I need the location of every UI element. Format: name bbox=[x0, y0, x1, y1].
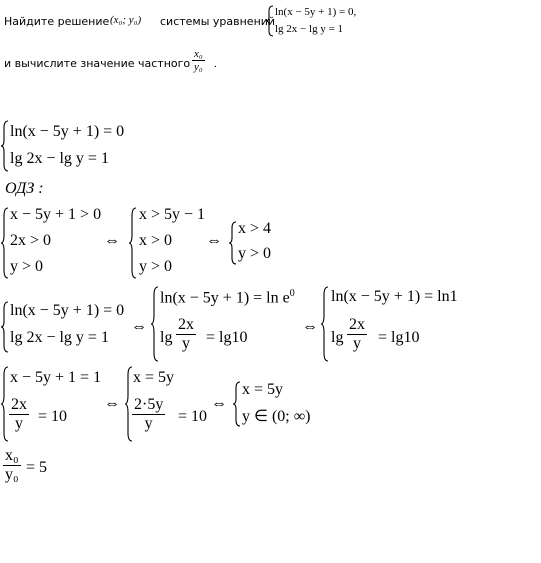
step2-b-line1: x = 5y bbox=[133, 369, 175, 386]
step2-c-line2: y ∈ (0; ∞) bbox=[242, 408, 311, 425]
step1-b-num: 2x bbox=[178, 316, 194, 333]
step2-a-fraction bbox=[9, 396, 29, 433]
step1-a-brace bbox=[0, 301, 10, 353]
step1-b-lg: lg bbox=[160, 329, 173, 346]
step2-c-line1: x = 5y bbox=[242, 381, 284, 398]
step1-a-line1: ln(x − 5y + 1) = 0 bbox=[10, 302, 125, 319]
odz-b-line3: y > 0 bbox=[139, 258, 173, 275]
step1-b-line1 bbox=[160, 288, 295, 307]
task-system-brace bbox=[265, 5, 275, 37]
step1-c-line2-suffix: = lg10 bbox=[378, 329, 420, 346]
task-pair: (x₀; y₀) bbox=[110, 14, 142, 26]
step1-equiv-arrow-2: ⇔ bbox=[302, 318, 318, 335]
odz-c-brace bbox=[228, 221, 238, 265]
result-den: y₀ bbox=[5, 466, 19, 483]
step1-a-line2: lg 2x − lg y = 1 bbox=[10, 329, 109, 346]
step2-b-fraction bbox=[132, 396, 165, 433]
step1-b-brace bbox=[150, 286, 160, 362]
odz-equiv-arrow-1: ⇔ bbox=[104, 232, 120, 249]
result-value: = 5 bbox=[26, 459, 48, 476]
step1-c-den: y bbox=[353, 335, 361, 352]
step2-equiv-arrow-1: ⇔ bbox=[104, 395, 120, 412]
step1-c-brace bbox=[320, 286, 330, 362]
task-quotient-dot: . bbox=[214, 58, 217, 70]
odz-c-line2: y > 0 bbox=[238, 245, 272, 262]
step1-b-fraction bbox=[176, 316, 196, 353]
odz-a-brace bbox=[0, 207, 10, 279]
odz-b-line2: x > 0 bbox=[139, 232, 173, 249]
task-line2: и вычислите значение частного bbox=[4, 57, 191, 70]
step2-a-line2-suffix: = 10 bbox=[38, 408, 68, 425]
step2-b-line2-suffix: = 10 bbox=[178, 408, 208, 425]
odz-c-line1: x > 4 bbox=[238, 220, 272, 237]
odz-label: ОДЗ : bbox=[5, 180, 44, 197]
step2-b-den: y bbox=[144, 415, 153, 432]
system-eq2: lg 2x − lg y = 1 bbox=[10, 150, 109, 167]
step1-c-line1: ln(x − 5y + 1) = ln1 bbox=[331, 288, 458, 305]
step2-a-den: y bbox=[15, 415, 23, 432]
step1-b-line1-text: ln(x − 5y + 1) = ln e bbox=[160, 289, 290, 307]
odz-b-line1: x > 5y − 1 bbox=[139, 206, 206, 223]
odz-a-line2: 2x > 0 bbox=[10, 232, 52, 249]
step1-c-lg: lg bbox=[331, 329, 344, 346]
step2-c-brace bbox=[232, 381, 242, 427]
task-quotient-num: x₀ bbox=[194, 48, 203, 60]
step1-b-den: y bbox=[182, 335, 190, 352]
task-line1-prefix: Найдите решение bbox=[4, 15, 110, 28]
step2-a-line1: x − 5y + 1 = 1 bbox=[10, 369, 102, 386]
task-quotient bbox=[192, 48, 205, 73]
result-num: x₀ bbox=[5, 447, 19, 464]
odz-a-line1: x − 5y + 1 > 0 bbox=[10, 206, 102, 223]
system-eq1: ln(x − 5y + 1) = 0 bbox=[10, 123, 125, 140]
task-given-eq1: ln(x − 5y + 1) = 0, bbox=[275, 6, 357, 18]
odz-b-brace bbox=[128, 207, 138, 279]
odz-a-line3: y > 0 bbox=[10, 258, 44, 275]
system-brace bbox=[0, 120, 10, 172]
step1-equiv-arrow-1: ⇔ bbox=[131, 318, 147, 335]
step1-b-line2-suffix: = lg10 bbox=[206, 329, 248, 346]
task-line1-suffix: системы уравнений bbox=[160, 15, 276, 28]
task-quotient-den: y₀ bbox=[194, 61, 203, 73]
step2-b-num: 2·5y bbox=[134, 396, 164, 413]
result-fraction bbox=[3, 447, 21, 484]
step2-equiv-arrow-2: ⇔ bbox=[211, 395, 227, 412]
step1-c-num: 2x bbox=[349, 316, 365, 333]
task-given-eq2: lg 2x − lg y = 1 bbox=[275, 23, 344, 35]
odz-equiv-arrow-2: ⇔ bbox=[206, 232, 222, 249]
step1-c-fraction bbox=[347, 316, 367, 353]
step1-b-line1-sup: 0 bbox=[289, 288, 295, 299]
step2-a-num: 2x bbox=[11, 396, 27, 413]
